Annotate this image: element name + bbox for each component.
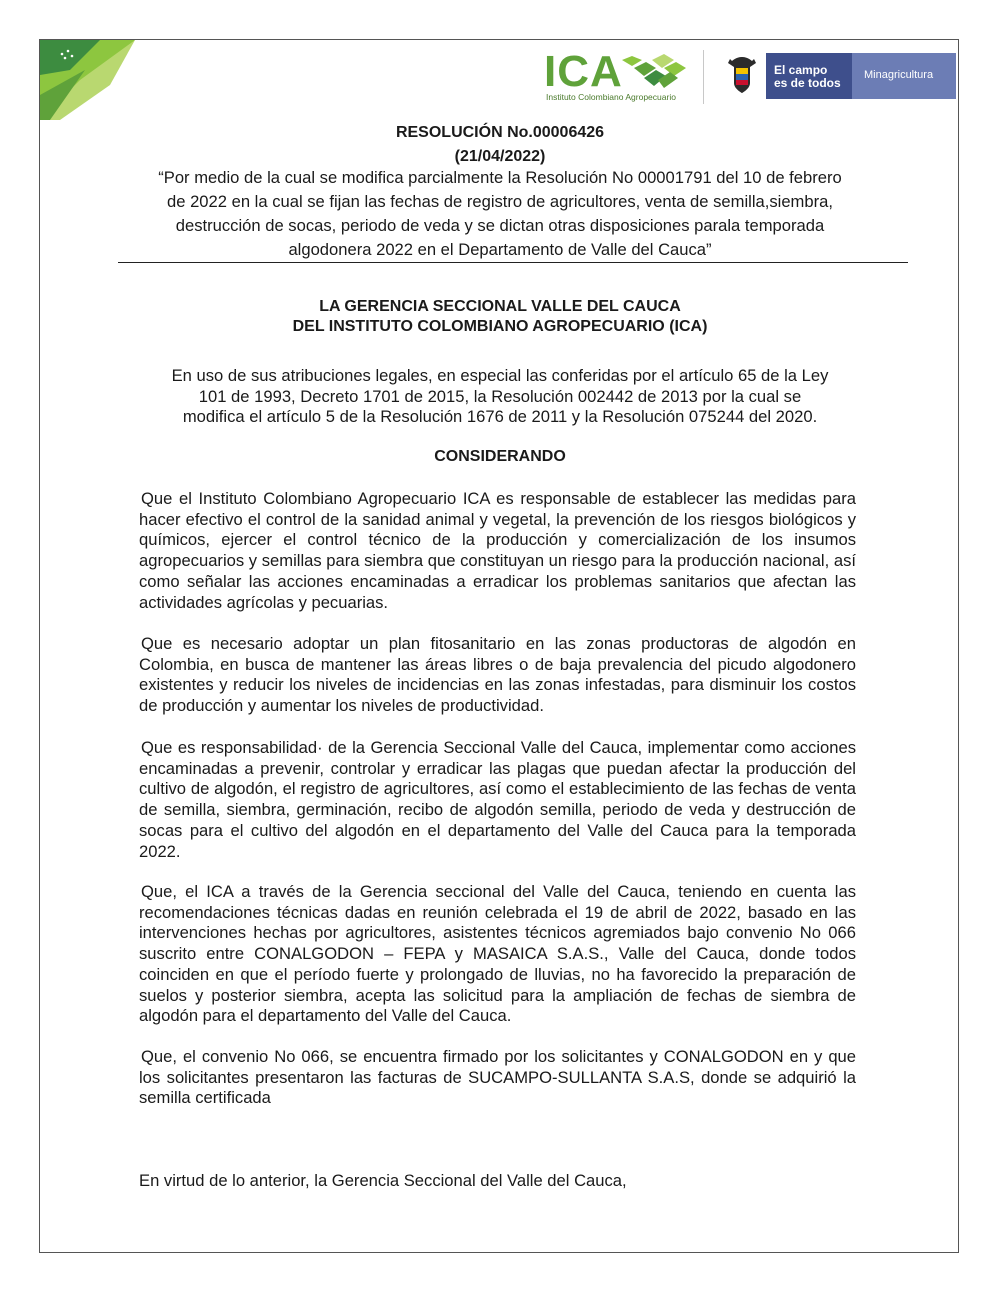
considerando-paragraph-4: Que, el ICA a través de la Gerencia seccional del Valle del Cauca, teniendo en cuenta las recomendaciones técnicas dadas en reunión celebrada el 19 de abril de 2022, basado en las intervenciones hechas por agricultores, asistentes técnicos agremiados bajo convenio No 066 suscrito entre CONALGODON – FEPA y MASAICA S.A.S., Valle del Cauca, donde todos coinciden en que el período fuerte y prolongado de lluvias, no ha favorecido la preparación de suelos y posterior siembra, acepta las solicitud para la ampliación de fechas de siembra de algodón para el departamento del Valle del Cauca.	[139, 882, 856, 1026]
considerando-paragraph-2: Que es necesario adoptar un plan fitosanitario en las zonas productoras de algodón en Colombia, en busca de mantener las áreas libres o de baja prevalencia del picudo algodonero existentes y reducir los niveles de incidencias en las zonas infestadas, para disminuir los costos de producción y aumentar los niveles de productividad.	[139, 634, 856, 716]
resolution-subject	[118, 166, 882, 262]
considerando-heading: CONSIDERANDO	[434, 448, 566, 465]
considerando-paragraph-5: Que, el convenio No 066, se encuentra firmado por los solicitantes y CONALGODON en y que los solicitantes presentaron las facturas de SUCAMPO-SULLANTA S.A.S, donde se adquirió la semilla certificada	[139, 1047, 856, 1108]
attribution-line: 101 de 1993, Decreto 1701 de 2015, la Resolución 002442 de 2013 por la cual se	[198, 386, 802, 406]
corner-decoration-icon	[40, 40, 140, 120]
legal-attributions	[140, 366, 860, 428]
attribution-line: modifica el artículo 5 de la Resolución 1676 de 2011 y la Resolución 075244 del 2020.	[182, 407, 818, 426]
ministry-name: Minagricultura	[864, 69, 934, 81]
colombia-coat-of-arms-icon	[718, 53, 766, 99]
subject-line: algodonera 2022 en el Departamento de Valle del Cauca”	[288, 240, 712, 259]
gov-slogan-block	[766, 53, 852, 99]
subject-line: destrucción de socas, periodo de veda y se dictan otras disposiciones parala temporada	[175, 216, 825, 235]
authority-line2: DEL INSTITUTO COLOMBIANO AGROPECUARIO (ICA)	[292, 318, 708, 335]
government-badge	[718, 53, 956, 99]
gov-slogan-line2: es de todos	[774, 76, 841, 90]
gov-slogan-line1: El campo	[774, 63, 828, 77]
ica-wings-icon	[622, 54, 688, 90]
logo-divider	[703, 50, 704, 104]
considerando-paragraph-3: Que es responsabilidad· de la Gerencia Seccional Valle del Cauca, implementar como acciones encaminadas a prevenir, controlar y erradicar las plagas que puedan afectar la producción del cultivo de algodón, el registro de agricultores, así como el establecimiento de las fechas de venta de semilla, siembra, germinación, recibo de algodón semilla, periodo de veda y destrucción de socas para el cultivo del algodón en el departamento del Valle del Cauca para la temporada 2022.	[139, 738, 856, 861]
horizontal-divider	[118, 262, 908, 263]
ministry-block	[852, 53, 956, 99]
considerando-paragraph-1: Que el Instituto Colombiano Agropecuario ICA es responsable de establecer las medidas para hacer efectivo el control de la sanidad animal y vegetal, la prevención de los riesgos biológicos y químicos, ejercer el control técnico de la producción y comercialización de los insumos agropecuarios y semillas para siembra que constituyan un riesgo para la producción nacional, así como señalar las acciones encaminadas a erradicar los problemas sanitarios que afectan las actividades agrícolas y pecuarias.	[139, 489, 856, 612]
attribution-line: En uso de sus atribuciones legales, en especial las conferidas por el artículo 65 de la Ley	[171, 366, 829, 385]
subject-line: “Por medio de la cual se modifica parcialmente la Resolución No 00001791 del 10 de febrero	[158, 168, 842, 187]
authority-line1: LA GERENCIA SECCIONAL VALLE DEL CAUCA	[319, 298, 681, 315]
resolution-date: (21/04/2022)	[454, 148, 546, 165]
ica-logo	[544, 47, 694, 105]
resolution-number: RESOLUCIÓN No.00006426	[395, 124, 605, 141]
ica-logo-text: ICA	[544, 47, 623, 96]
ica-logo-subtitle: Instituto Colombiano Agropecuario	[546, 92, 676, 102]
subject-line: de 2022 en la cual se fijan las fechas de registro de agricultores, venta de semilla,siembra,	[167, 192, 833, 211]
closing-statement: En virtud de lo anterior, la Gerencia Seccional del Valle del Cauca,	[139, 1171, 627, 1190]
